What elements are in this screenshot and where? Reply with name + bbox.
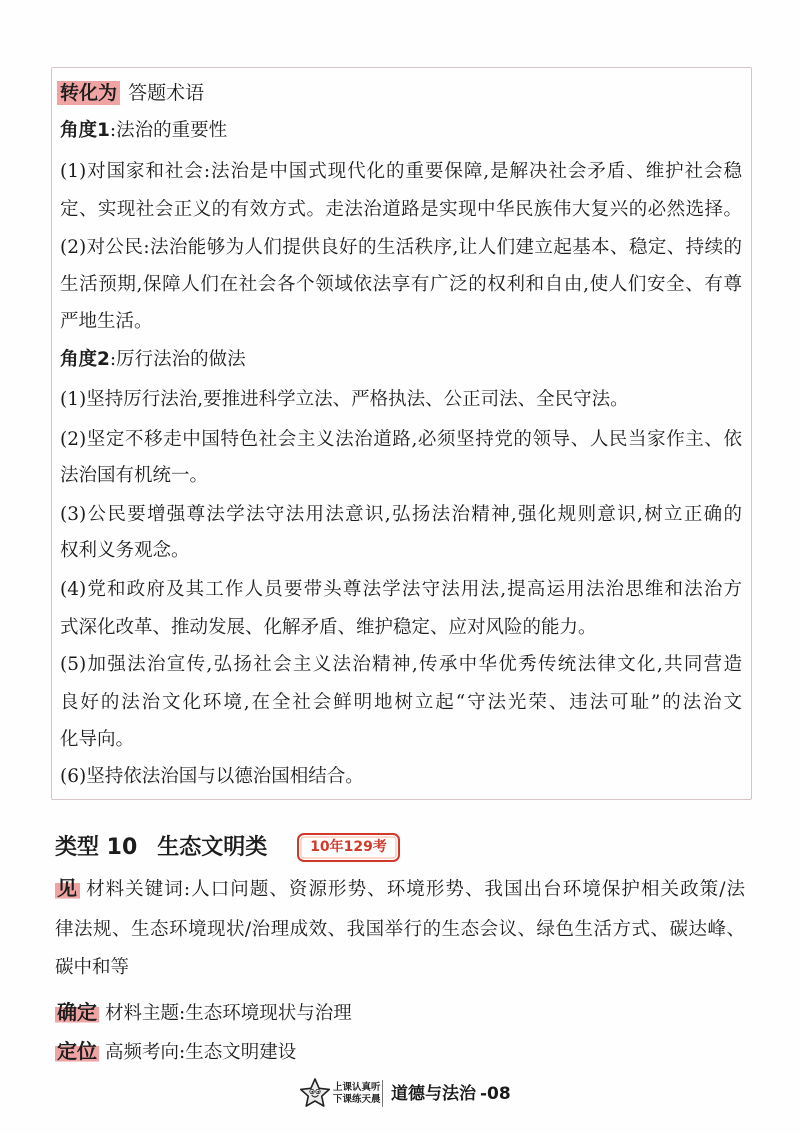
section-title: 生态文明类: [157, 835, 268, 860]
angle-label: 角度1: [60, 120, 110, 141]
step-text: 碳中和等: [55, 957, 130, 978]
exam-frequency-badge: 10年129考: [297, 833, 400, 862]
angle-heading: [60, 348, 742, 372]
body-line: (1)坚持厉行法治,要推进科学立法、严格执法、公正司法、全民守法。: [60, 389, 629, 410]
box-title: 答题术语: [128, 82, 205, 104]
box-tag-highlight: 转化为: [57, 81, 120, 105]
step-line: [55, 1000, 745, 1026]
body-line: (4)党和政府及其工作人员要带头尊法学法守法用法,提高运用法治思维和法治方: [60, 579, 742, 600]
step-tag: 定位: [57, 1039, 97, 1063]
angle-label: 角度2: [60, 349, 110, 370]
angle-heading: [60, 119, 742, 143]
section-type-label: 类型 10: [55, 835, 138, 860]
body-line: 化导向。: [60, 729, 135, 750]
footer-slogan-line: 下课练天晨: [333, 1094, 381, 1105]
footer-slogan-line: 上课认真听: [333, 1082, 381, 1093]
angle-title: :法治的重要性: [109, 120, 228, 141]
body-line: (6)坚持依法治国与以德治国相结合。: [60, 766, 364, 787]
body-line: (2)对公民:法治能够为人们提供良好的生活秩序,让人们建立起基本、稳定、持续的: [60, 237, 742, 258]
footer-slogan: [333, 1082, 381, 1106]
body-line: 法治国有机统一。: [60, 465, 209, 486]
section-heading: [55, 834, 267, 862]
step-text: 材料主题:生态环境现状与治理: [105, 1003, 352, 1024]
box-header: [57, 81, 739, 105]
body-line: 严地生活。: [60, 311, 153, 332]
step-text: 高频考向:生态文明建设: [105, 1042, 297, 1063]
angle-title: :厉行法治的做法: [109, 349, 246, 370]
body-line: 式深化改革、推动发展、化解矛盾、维护稳定、应对风险的能力。: [60, 617, 597, 638]
footer-subject: 道德与法治: [391, 1084, 476, 1104]
footer-page-number: -08: [480, 1084, 511, 1104]
body-line: 良好的法治文化环境,在全社会鲜明地树立起“守法光荣、违法可耻”的法治文: [60, 692, 742, 713]
body-line: 权利义务观念。: [60, 540, 190, 561]
body-line: 生活预期,保障人们在社会各个领域依法享有广泛的权利和自由,使人们安全、有尊: [60, 274, 742, 295]
step-text: 律法规、生态环境现状/治理成效、我国举行的生态会议、绿色生活方式、碳达峰、: [55, 919, 745, 940]
mascot-icon: [299, 1077, 331, 1111]
body-line: 定、实现社会正义的有效方式。走法治道路是实现中华民族伟大复兴的必然选择。: [60, 199, 742, 220]
body-line: (3)公民要增强尊法学法守法用法意识,弘扬法治精神,强化规则意识,树立正确的: [60, 504, 742, 525]
step-text: 材料关键词:人口问题、资源形势、环境形势、我国出台环境保护相关政策/法: [86, 879, 745, 900]
step-line: [55, 1039, 745, 1065]
body-line: (1)对国家和社会:法治是中国式现代化的重要保障,是解决社会矛盾、维护社会稳: [60, 161, 742, 182]
step-tag: 见: [57, 876, 79, 900]
step-tag: 确定: [57, 1000, 97, 1024]
footer-divider: [382, 1080, 383, 1107]
body-line: (2)坚定不移走中国特色社会主义法治道路,必须坚持党的领导、人民当家作主、依: [60, 429, 742, 450]
step-line: [55, 876, 745, 902]
page-footer: [391, 1083, 511, 1105]
body-line: (5)加强法治宣传,弘扬社会主义法治精神,传承中华优秀传统法律文化,共同营造: [60, 654, 742, 675]
